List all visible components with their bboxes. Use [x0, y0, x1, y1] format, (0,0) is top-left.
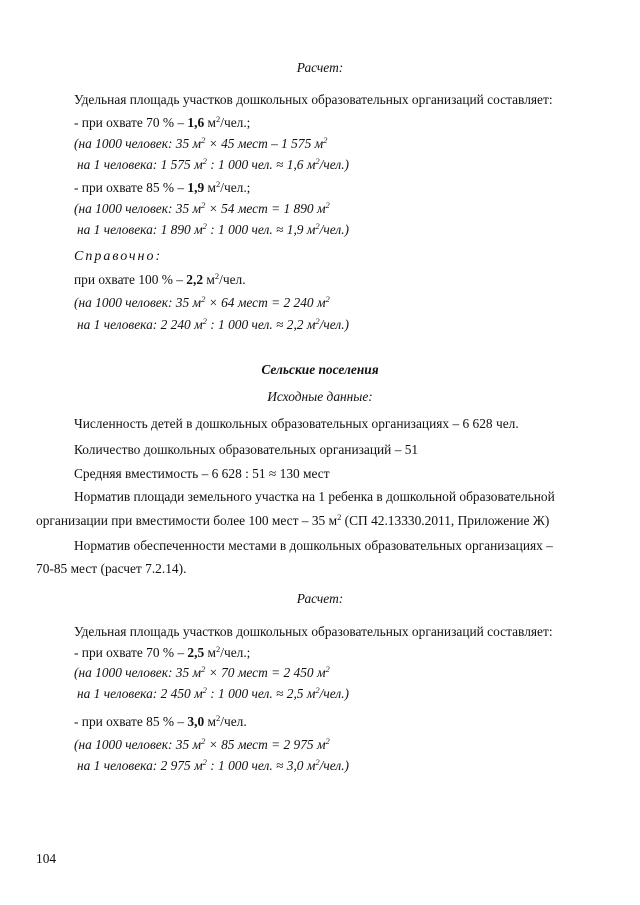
norm-places-line-2: 70-85 мест (расчет 7.2.14). — [36, 561, 187, 576]
coverage-100-line: при охвате 100 % – 2,2 $м^2$/чел. — [74, 271, 246, 287]
coverage-85-calc-1: (на 1000 человек: 35 $м^2 \times 54$ мест = 1 890 $м^2$ — [74, 200, 330, 216]
calc-heading-2: Расчет: — [296, 591, 344, 606]
coverage-100-calc-1: (на 1000 человек: 35 $м^2 \times 64$ мест = 2 240 $м^2$ — [74, 294, 330, 310]
norm-area-line-1: Норматив площади земельного участка на 1 ребенка в дошкольной образовательной — [74, 489, 555, 504]
rural-coverage-70-calc-1: (на 1000 человек: 35 $м^2 \times 70$ мест = 2 450 $м^2$ — [74, 664, 330, 680]
rural-coverage-70-calc-2: на 1 человека: 2 450 $м^2$ : 1 000 чел. ≈ 2,5 $м^2/чел$.) — [77, 685, 350, 701]
intro-text-2: Удельная площадь участков дошкольных образовательных организаций составляет: — [74, 624, 553, 639]
rural-coverage-70-line: - при охвате 70 % – 2,5 $м^2$/чел.; — [74, 644, 251, 660]
children-count-text: Численность детей в дошкольных образовательных организациях – 6 628 чел. — [74, 416, 519, 431]
coverage-85-calc-2: на 1 человека: 1 890 $м^2$ : 1 000 чел. ≈ 1,9 $м^2/чел$.) — [77, 221, 350, 237]
reference-label: Справочно: — [74, 249, 163, 264]
avg-capacity-text: Средняя вместимость – 6 628 : 51 ≈ 130 мест — [74, 466, 330, 481]
rural-coverage-85-calc-1: (на 1000 человек: 35 $м^2 \times 85$ мест = 2 975 $м^2$ — [74, 736, 330, 752]
rural-coverage-85-calc-2: на 1 человека: 2 975 $м^2$ : 1 000 чел. ≈ 3,0 $м^2/чел$.) — [77, 757, 350, 773]
rural-title: Сельские поселения — [261, 362, 379, 377]
intro-text-1: Удельная площадь участков дошкольных образовательных организаций составляет: — [74, 92, 553, 107]
norm-places-line-1: Норматив обеспеченности местами в дошкольных образовательных организациях – — [74, 538, 553, 553]
coverage-100-calc-2: на 1 человека: 2 240 $м^2$ : 1 000 чел. ≈ 2,2 $м^2/чел$.) — [77, 316, 350, 332]
page-number: 104 — [36, 851, 57, 866]
norm-area-line-2: организации при вместимости более 100 мест – 35 $м^2$ (СП 42.13330.2011, Приложение Ж) — [36, 512, 550, 528]
rural-coverage-85-line: - при охвате 85 % – 3,0 $м^2$/чел. — [74, 713, 247, 729]
coverage-70-calc-1: (на 1000 человек: 35 $м^2 \times 45$ мест – 1 575 $м^2$ — [74, 135, 328, 151]
coverage-85-line: - при охвате 85 % – 1,9 $м^2$/чел.; — [74, 179, 251, 195]
source-data-heading: Исходные данные: — [267, 389, 373, 404]
coverage-70-calc-2: на 1 человека: 1 575 $м^2$ : 1 000 чел. ≈ 1,6 $м^2/чел$.) — [77, 156, 350, 172]
org-count-text: Количество дошкольных образовательных организаций – 51 — [74, 442, 419, 457]
calc-heading-1: Расчет: — [296, 60, 344, 75]
coverage-70-line: - при охвате 70 % – 1,6 $м^2$/чел.; — [74, 114, 251, 130]
